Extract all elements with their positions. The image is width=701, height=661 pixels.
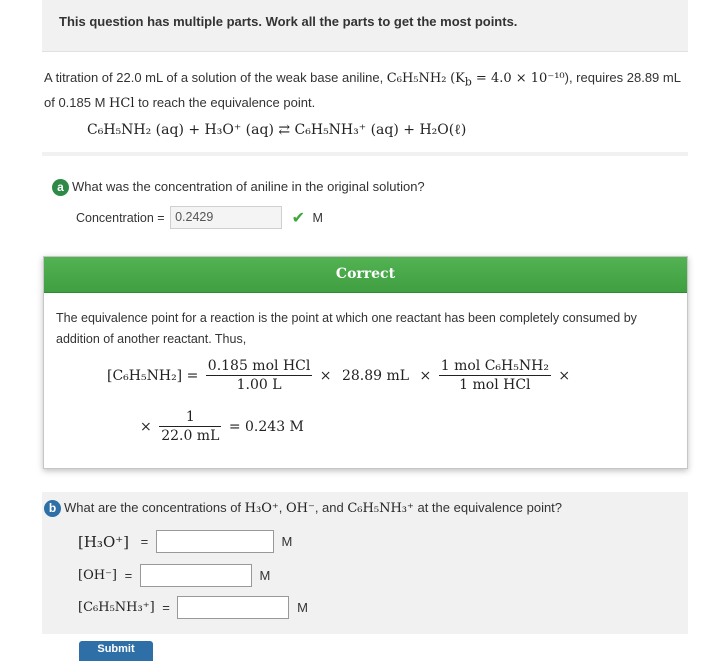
part-b bbox=[42, 492, 688, 634]
part-a-question: a What was the concentration of aniline in the original solution? bbox=[52, 179, 425, 196]
concentration-row bbox=[76, 206, 323, 229]
part-b-question: b What are the concentrations of H₃O⁺, OH⁻, and C₆H₅NH₃⁺ at the equivalence point? bbox=[44, 500, 562, 517]
reaction-equation: C₆H₅NH₂ (aq) + H₃O⁺ (aq) ⇄ C₆H₅NH₃⁺ (aq) + H₂O(ℓ) bbox=[87, 122, 467, 138]
concentration-unit: M bbox=[312, 210, 323, 225]
aniline-formula: C₆H₅NH₂ bbox=[386, 71, 447, 86]
oh-input[interactable] bbox=[140, 564, 252, 587]
h3o-label: [H₃O⁺] bbox=[78, 532, 130, 551]
h3o-unit: M bbox=[281, 534, 293, 549]
kb-label: ($K_b = 4.0 \times 10^{-10}$ bbox=[450, 71, 565, 89]
anilinium-label: [C₆H₅NH₃⁺] bbox=[78, 600, 155, 615]
anilinium-row: [C₆H₅NH₃⁺] = M bbox=[78, 596, 308, 619]
fraction-molarity: $\frac{\text{0.185 mol HCl}}{1.00 L}$ bbox=[207, 358, 311, 393]
feedback-panel bbox=[43, 256, 688, 469]
oh-unit: M bbox=[259, 568, 271, 583]
fraction-volume: $\frac{1}{22.0 mL}$ bbox=[161, 409, 220, 444]
concentration-input[interactable]: 0.2429 bbox=[170, 206, 282, 229]
anilinium-unit: M bbox=[297, 600, 308, 615]
submit-button[interactable]: Submit bbox=[79, 641, 153, 661]
question-banner: This question has multiple parts. Work all the parts to get the most points. bbox=[42, 0, 688, 52]
oh-label: [OH⁻] bbox=[78, 568, 117, 583]
calculation-line-2: × $\frac{1}{22.0 mL}$ = 0.243 M bbox=[140, 409, 304, 444]
feedback-explanation: The equivalence point for a reaction is the point at which one reactant has been completely consumed by addition of another reactant. Thus, bbox=[56, 311, 637, 346]
concentration-label: Concentration = bbox=[76, 210, 165, 225]
h3o-row: [H₃O⁺] = M bbox=[78, 530, 292, 553]
problem-text: A titration of 22.0 mL of a solution of the weak base aniline, C₆H₅NH₂ $(K_b = 4.0 \times 10^{-10})$, requires 28.89 mL of 0.185 M HCl to reach the equivalence point. bbox=[44, 70, 681, 111]
divider bbox=[42, 152, 688, 156]
oh-row: [OH⁻] = M bbox=[78, 564, 270, 587]
part-b-badge: b bbox=[44, 500, 61, 517]
calc-volume: 28.89 mL bbox=[341, 367, 410, 384]
h3o-input[interactable] bbox=[156, 530, 274, 553]
checkmark-icon: ✔ bbox=[291, 209, 305, 227]
fraction-mole-ratio: $\frac{\text{1 mol C₆H₅NH₂}}{\text{1 mol HCl}}$ bbox=[440, 358, 549, 393]
acid-formula: HCl bbox=[109, 95, 135, 111]
part-a-badge: a bbox=[52, 179, 69, 196]
calc-result: = 0.243 M bbox=[228, 418, 304, 435]
problem-statement bbox=[42, 64, 688, 156]
feedback-header: Correct bbox=[44, 257, 687, 293]
anilinium-input[interactable] bbox=[177, 596, 289, 619]
calc-lhs: [C₆H₅NH₂] = bbox=[107, 367, 199, 384]
calculation-line-1: [C₆H₅NH₂] = $\frac{\text{0.185 mol HCl}}{1.00 L}$ × 28.89 mL × $\frac{\text{1 mol C₆H₅NH₂}}{\text{1 mol HCl}}$ × bbox=[107, 358, 571, 393]
